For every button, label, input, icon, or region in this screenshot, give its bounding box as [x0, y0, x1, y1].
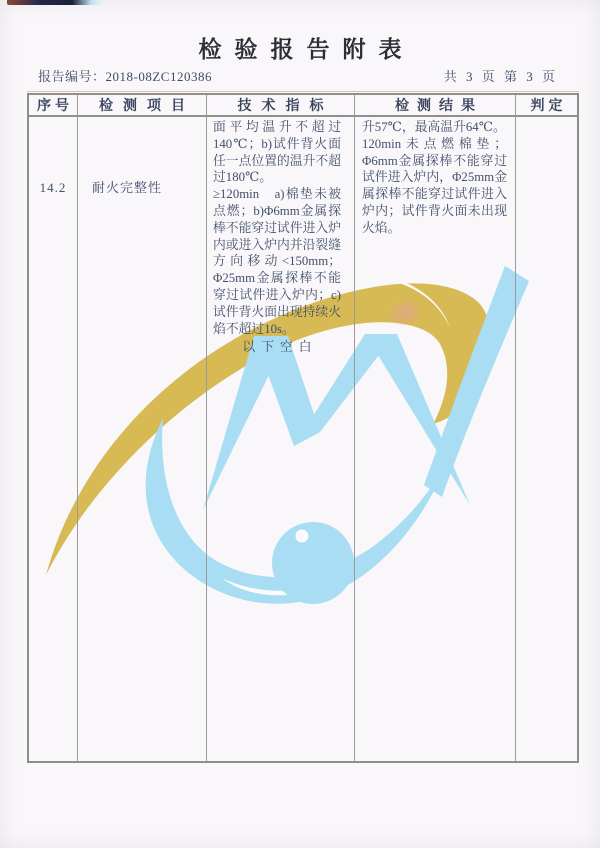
test-result-text: 120min未点燃棉垫；Φ6mm金属探棒不能穿过试件进入炉内，Φ25mm金属探棒不能穿过试件进入炉内；试件背火面未出现火焰。 — [362, 136, 507, 235]
cell-verdict — [516, 117, 577, 761]
technical-indicator-continued: 面平均温升不超过140℃；b)试件背火面任一点位置的温升不超过180℃。 — [213, 120, 341, 185]
col-header-result: 检测结果 — [355, 95, 516, 117]
page-count: 共 3 页 第 3 页 — [443, 69, 558, 84]
technical-indicator-text: ≥120min a)棉垫未被点燃；b)Φ6mm金属探棒不能穿过试件进入炉内或进入炉内并沿裂缝方向移动<150mm；Φ25mm金属探棒不能穿过试件进入炉内；c)试件背火面出现持续火焰不超过10s。 — [213, 187, 341, 336]
col-header-indicator: 技术指标 — [207, 95, 355, 117]
cell-serial-number: 14.2 — [29, 117, 78, 761]
cell-test-item: 耐火完整性 — [78, 117, 207, 761]
cell-technical-indicator — [207, 117, 355, 761]
col-header-no: 序号 — [29, 95, 78, 117]
page-title: 检验报告附表 — [198, 37, 415, 62]
report-number: 报告编号：2018-08ZC120386 — [38, 69, 212, 84]
test-result-continued: 升57℃，最高温升64℃。 — [362, 120, 506, 134]
cell-test-result — [355, 117, 516, 761]
col-header-item: 检测项目 — [78, 95, 207, 117]
blank-below-note: 以下空白 — [242, 340, 318, 355]
inspection-table — [27, 93, 579, 763]
col-header-verdict: 判定 — [516, 95, 577, 117]
